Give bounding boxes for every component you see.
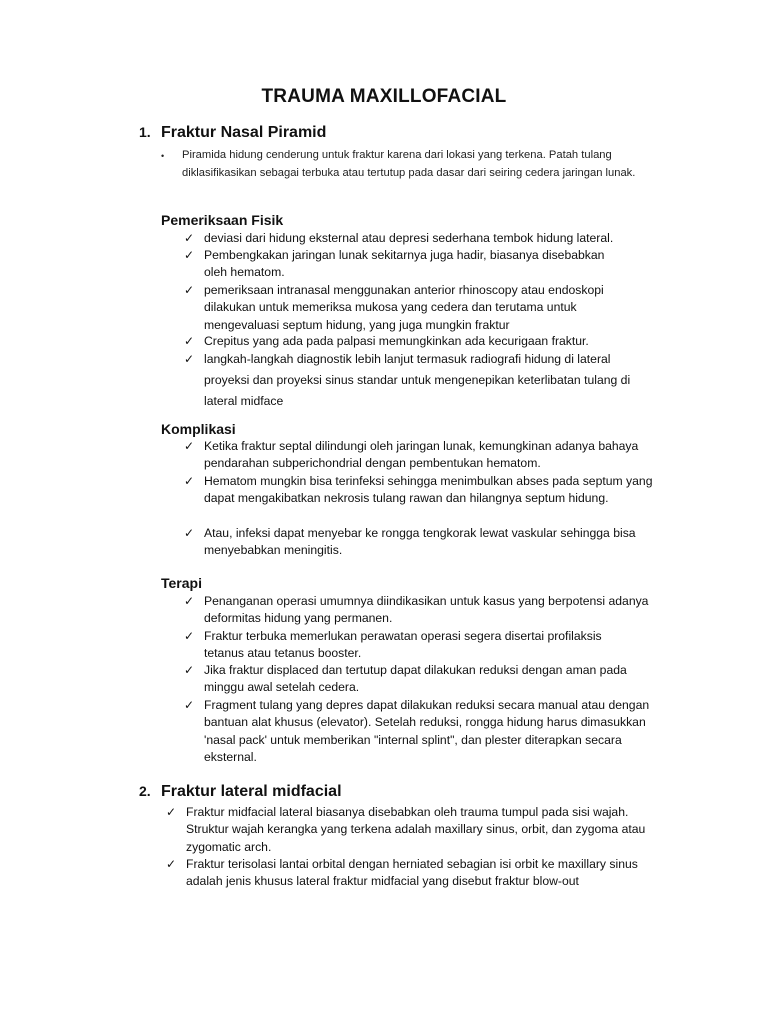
- section-2-number: 2.: [139, 783, 151, 799]
- section-2-heading: [139, 783, 342, 801]
- terapi-heading: Terapi: [161, 575, 202, 591]
- pemeriksaan-heading: Pemeriksaan Fisik: [161, 212, 284, 228]
- checkmark-icon: ✓: [184, 334, 195, 348]
- section-1-title: Fraktur Nasal Piramid: [161, 124, 327, 141]
- checkmark-icon: ✓: [166, 857, 177, 871]
- list-item: [184, 593, 659, 628]
- list-item: [184, 349, 654, 412]
- list-item-text: Crepitus yang ada pada palpasi memungkinkan ada kecurigaan fraktur.: [204, 334, 589, 348]
- list-item: [184, 282, 649, 334]
- list-item-text: Penanganan operasi umumnya diindikasikan untuk kasus yang berpotensi adanya deformitas hidung yang permanen.: [204, 594, 649, 626]
- list-item-text: Atau, infeksi dapat menyebar ke rongga tengkorak lewat vaskular sehingga bisa menyebabkan meningitis.: [204, 526, 636, 558]
- list-item-text: Ketika fraktur septal dilindungi oleh jaringan lunak, kemungkinan adanya bahaya pendarahan subperichondrial dengan pembentukan hematom.: [204, 439, 639, 471]
- list-item: [184, 438, 659, 473]
- list-item-text: Hematom mungkin bisa terinfeksi sehingga menimbulkan abses pada septum yang dapat mengakibatkan nekrosis tulang rawan dan hilangnya septum hidung.: [204, 474, 653, 506]
- section-2-title: Fraktur lateral midfacial: [161, 783, 342, 800]
- list-item: [184, 697, 659, 766]
- document-title: TRAUMA MAXILLOFACIAL: [261, 86, 507, 107]
- checkmark-icon: ✓: [184, 248, 195, 262]
- list-item: [184, 473, 659, 508]
- list-item-text: langkah-langkah diagnostik lebih lanjut termasuk radiografi hidung di lateral proyeksi dan proyeksi sinus standar untuk mengenepikan keterlibatan tulang di lateral midface: [204, 352, 631, 408]
- komplikasi-heading: Komplikasi: [161, 421, 236, 437]
- section-1-heading: [139, 124, 326, 142]
- intro-bullet-text: Piramida hidung cenderung untuk fraktur karena dari lokasi yang terkena. Patah tulang diklasifikasikan sebagai terbuka atau tertutup pada dasar dari seiring cedera jaringan lunak.: [182, 149, 636, 179]
- list-item-text: Fragment tulang yang depres dapat dilakukan reduksi secara manual atau dengan bantuan alat khusus (elevator). Setelah reduksi, rongga hidung harus dimasukkan 'nasal pack' untuk memberikan "internal splint", dan plester diterapkan secara eksternal.: [204, 698, 650, 764]
- list-item-text: Fraktur terisolasi lantai orbital dengan herniated sebagian isi orbit ke maxillary sinus adalah jenis khusus lateral fraktur midfacial yang disebut fraktur blow-out: [186, 857, 638, 889]
- list-item: [184, 247, 624, 282]
- bullet-icon: •: [161, 151, 165, 161]
- checkmark-icon: ✓: [184, 283, 195, 297]
- list-item: [166, 856, 661, 891]
- list-item-text: pemeriksaan intranasal menggunakan anterior rhinoscopy atau endoskopi dilakukan untuk memeriksa mukosa yang cedera dan terutama untuk mengevaluasi septum hidung, yang juga mungkin fraktur: [204, 283, 604, 332]
- section-1-number: 1.: [139, 124, 151, 140]
- list-item: [166, 804, 661, 856]
- list-item: [184, 628, 644, 663]
- checkmark-icon: ✓: [184, 594, 195, 608]
- checkmark-icon: ✓: [184, 352, 195, 366]
- list-item: [184, 230, 654, 247]
- list-item: [184, 333, 654, 350]
- list-item: [184, 662, 654, 697]
- list-item-text: Pembengkakan jaringan lunak sekitarnya juga hadir, biasanya disebabkan oleh hematom.: [204, 248, 605, 280]
- list-item-text: Fraktur midfacial lateral biasanya disebabkan oleh trauma tumpul pada sisi wajah. Struktur wajah kerangka yang terkena adalah maxillary sinus, orbit, dan zygoma atau zygomatic arch.: [186, 805, 646, 854]
- checkmark-icon: ✓: [184, 439, 195, 453]
- list-item-text: Fraktur terbuka memerlukan perawatan operasi segera disertai profilaksis tetanus atau tetanus booster.: [204, 629, 602, 661]
- checkmark-icon: ✓: [184, 629, 195, 643]
- list-item-text: Jika fraktur displaced dan tertutup dapat dilakukan reduksi dengan aman pada minggu awal setelah cedera.: [204, 663, 627, 695]
- checkmark-icon: ✓: [184, 663, 195, 677]
- intro-bullet: [161, 147, 652, 182]
- checkmark-icon: ✓: [184, 526, 195, 540]
- checkmark-icon: ✓: [184, 474, 195, 488]
- checkmark-icon: ✓: [166, 805, 177, 819]
- list-item-text: deviasi dari hidung eksternal atau depresi sederhana tembok hidung lateral.: [204, 231, 614, 245]
- list-item: [184, 525, 659, 560]
- checkmark-icon: ✓: [184, 231, 195, 245]
- checkmark-icon: ✓: [184, 698, 195, 712]
